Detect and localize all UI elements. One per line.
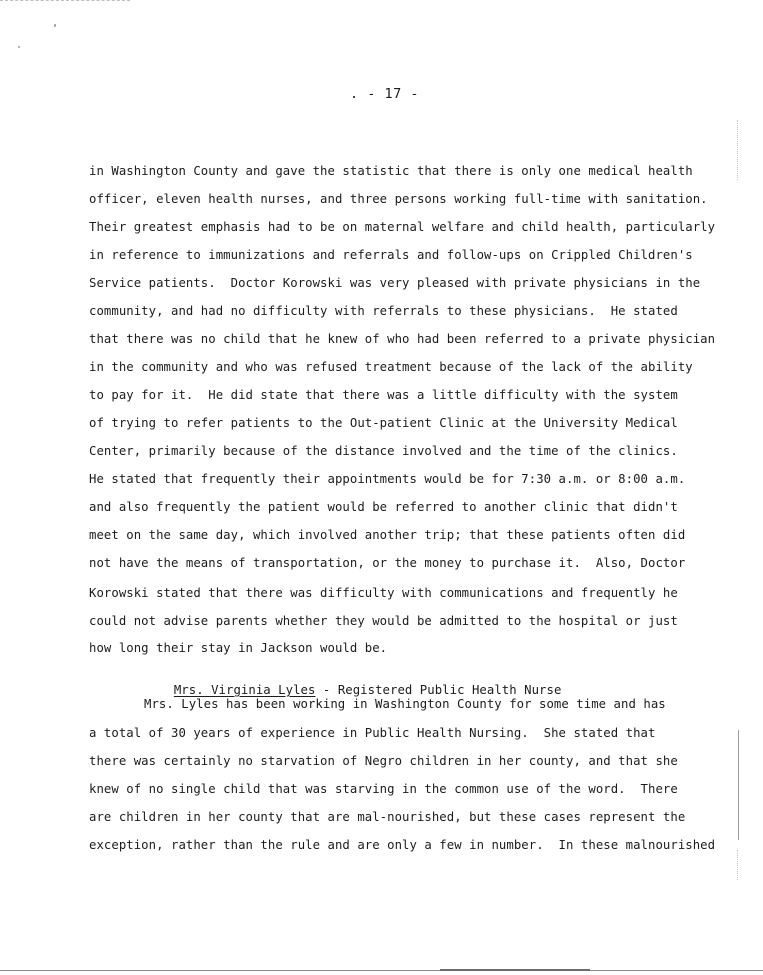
text-line: He stated that frequently their appointments would be for 7:30 a.m. or 8:00 a.m. (89, 472, 686, 486)
scan-edge-mark (738, 730, 739, 840)
text-line: Service patients. Doctor Korowski was very pleased with private physicians in the (89, 276, 701, 290)
bottom-edge-line (440, 969, 590, 971)
text-line: Mrs. Lyles has been working in Washington County for some time and has (144, 697, 666, 711)
text-line: knew of no single child that was starving in the common use of the word. There (89, 782, 678, 796)
text-line: to pay for it. He did state that there was a little difficulty with the system (89, 388, 678, 402)
text-line: could not advise parents whether they would be admitted to the hospital or just (89, 614, 678, 628)
speck (54, 24, 56, 27)
text-line: that there was no child that he knew of who had been referred to a private physician (89, 332, 716, 346)
speck (18, 46, 20, 48)
text-line: a total of 30 years of experience in Public Health Nursing. She stated that (89, 726, 656, 740)
page-number: . - 17 - (349, 86, 420, 102)
heading-name: Mrs. Virginia Lyles (173, 683, 316, 697)
text-line: in Washington County and gave the statistic that there is only one medical health (89, 164, 693, 178)
text-line: community, and had no difficulty with referrals to these physicians. He stated (89, 304, 678, 318)
text-line: how long their stay in Jackson would be. (89, 641, 388, 655)
text-line: Center, primarily because of the distance involved and the time of the clinics. (89, 444, 678, 458)
text-line: exception, rather than the rule and are only a few in number. In these malnourished (89, 838, 716, 852)
text-line: meet on the same day, which involved another trip; that these patients often did (89, 528, 686, 542)
scan-edge-mark (737, 850, 738, 880)
text-line: Their greatest emphasis had to be on maternal welfare and child health, particularly (89, 220, 716, 234)
bottom-edge-line (0, 970, 763, 971)
text-line: in the community and who was refused treatment because of the lack of the ability (89, 360, 693, 374)
top-edge-dashes (0, 0, 130, 3)
text-line: are children in her county that are mal-nourished, but these cases represent the (89, 810, 686, 824)
text-line: in reference to immunizations and referrals and follow-ups on Crippled Children's (89, 248, 693, 262)
text-line: there was certainly no starvation of Negro children in her county, and that she (89, 754, 678, 768)
text-line: officer, eleven health nurses, and three persons working full-time with sanitation. (89, 192, 708, 206)
text-line: Korowski stated that there was difficulty with communications and frequently he (89, 586, 678, 600)
text-line: of trying to refer patients to the Out-patient Clinic at the University Medical (89, 416, 678, 430)
scan-edge-mark (737, 120, 738, 180)
text-line: and also frequently the patient would be referred to another clinic that didn't (89, 500, 678, 514)
heading-title: - Registered Public Health Nurse (315, 683, 562, 697)
text-line: not have the means of transportation, or the money to purchase it. Also, Doctor (89, 556, 686, 570)
